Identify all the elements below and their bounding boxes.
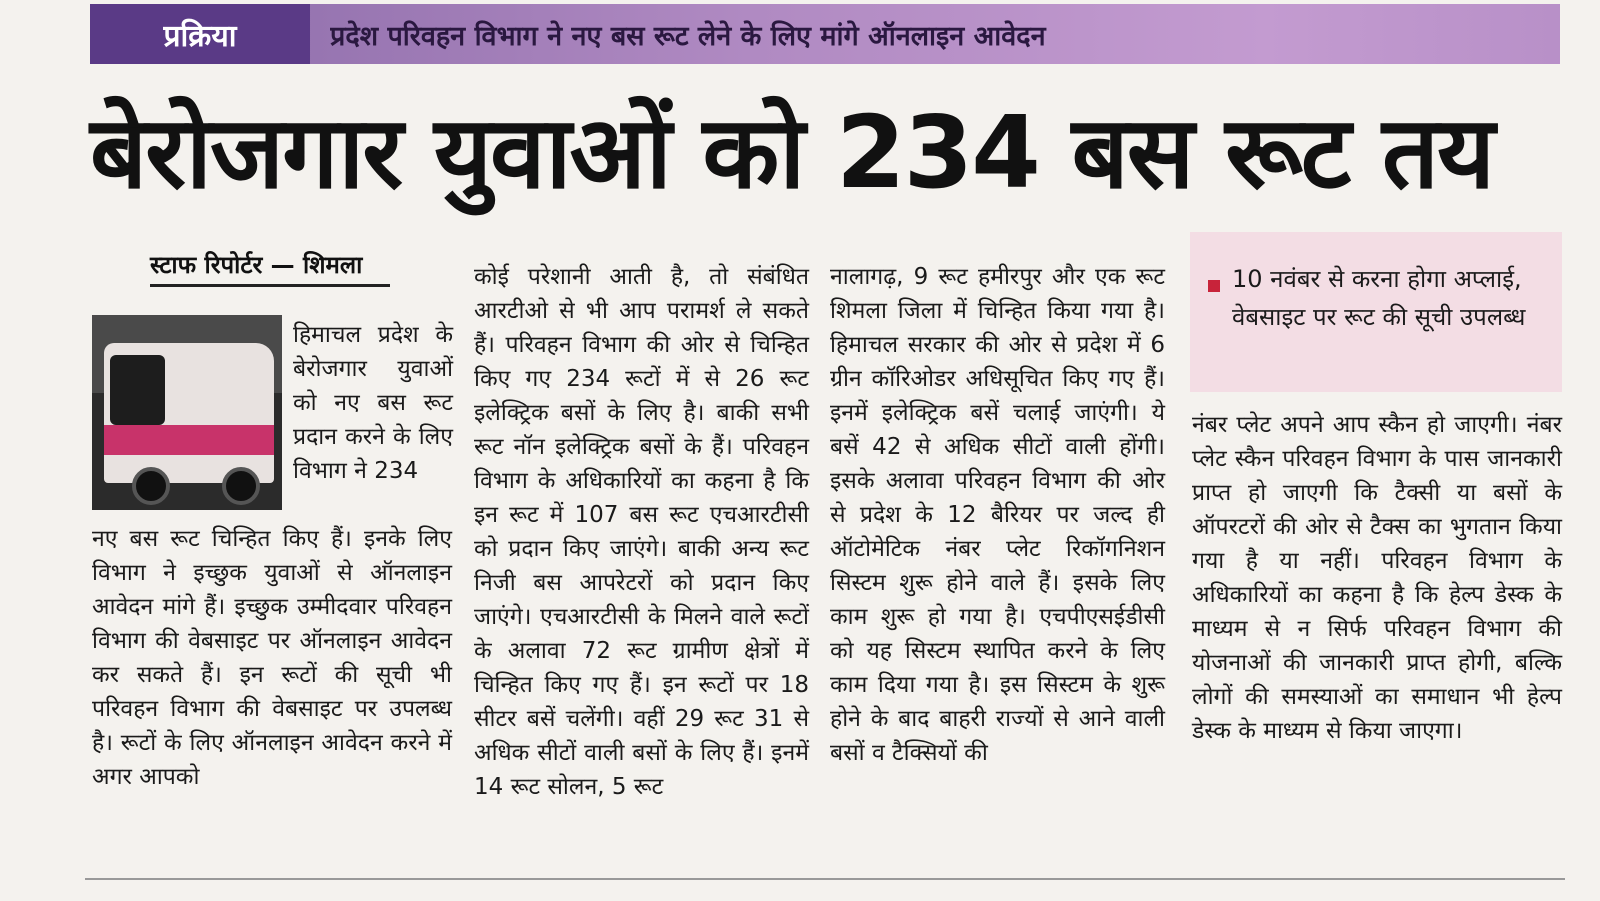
headline: बेरोजगार युवाओं को 234 बस रूट तय xyxy=(90,94,1494,211)
column-3-text: नालागढ़, 9 रूट हमीरपुर और एक रूट शिमला जिला में चिन्हित किया गया है। हिमाचल सरकार की ओर से प्रदेश में 6 ग्रीन कॉरिओडर अधिसूचित किए गए हैं। इनमें इलेक्ट्रिक बसें चलाई जाएंगी। ये बसें 42 से अधिक सीटों वाली होंगी। इसके अलावा परिवहन विभाग की ओर से प्रदेश के 12 बैरियर पर जल्द ही ऑटोमेटिक नंबर प्लेट रिकॉगनिशन सिस्टम शुरू होने वाले हैं। इसके लिए काम शुरू हो गया है। एचपीएसईडीसी को यह सिस्टम स्थापित करने के लिए काम दिया गया है। इस सिस्टम के शुरू होने के बाद बाहरी राज्यों से आने वाली बसों व टैक्सियों की xyxy=(830,264,1165,766)
highlight-box xyxy=(1190,232,1562,392)
bus-front-wheel xyxy=(132,467,170,505)
subheadline: प्रदेश परिवहन विभाग ने नए बस रूट लेने के लिए मांगे ऑनलाइन आवेदन xyxy=(330,20,1046,52)
column-4 xyxy=(1192,408,1562,748)
bus-photo xyxy=(92,315,282,510)
byline-underline xyxy=(150,284,390,287)
bullet-square-icon xyxy=(1208,280,1220,292)
column-1-text: नए बस रूट चिन्हित किए हैं। इनके लिए विभाग ने इच्छुक युवाओं से ऑनलाइन आवेदन मांगे हैं। इच्छुक उम्मीदवार परिवहन विभाग की वेबसाइट पर ऑनलाइन आवेदन कर सकते हैं। इन रूटों की सूची भी परिवहन विभाग की वेबसाइट पर उपलब्ध है। रूटों के लिए ऑनलाइन आवेदन करने में अगर आपको xyxy=(92,526,452,790)
column-2 xyxy=(474,260,809,804)
kicker-band xyxy=(90,4,1560,64)
column-4-text: नंबर प्लेट अपने आप स्कैन हो जाएगी। नंबर प्लेट स्कैन परिवहन विभाग के पास जानकारी प्राप्त हो जाएगी कि टैक्सी या बसों के ऑपरटरों की ओर से टैक्स का भुगतान किया गया है या नहीं। परिवहन विभाग के अधिकारियों का कहना है कि हेल्प डेस्क के माध्यम से न सिर्फ परिवहन विभाग की योजनाओं की जानकारी प्राप्त होगी, बल्कि लोगों की समस्याओं का समाधान भी हेल्प डेस्क के माध्यम से किया जाएगा। xyxy=(1192,412,1562,744)
byline: स्टाफ रिपोर्टर — शिमला xyxy=(150,251,363,279)
bus-rear-wheel xyxy=(222,467,260,505)
bus-windshield xyxy=(110,355,165,425)
column-1-wrap xyxy=(293,318,453,488)
section-kicker: प्रक्रिया xyxy=(90,4,310,64)
highlight-text: 10 नवंबर से करना होगा अप्लाई, वेबसाइट पर रूट की सूची उपलब्ध xyxy=(1232,265,1526,331)
column-1-wrap-text: हिमाचल प्रदेश के बेरोजगार युवाओं को नए बस रूट प्रदान करने के लिए विभाग ने 234 xyxy=(293,322,453,484)
column-3 xyxy=(830,260,1165,770)
column-2-text: कोई परेशानी आती है, तो संबंधित आरटीओ से भी आप परामर्श ले सकते हैं। परिवहन विभाग की ओर से चिन्हित किए गए 234 रूटों में से 26 रूट इलेक्ट्रिक बसों के लिए है। बाकी सभी रूट नॉन इलेक्ट्रिक बसों के हैं। परिवहन विभाग के अधिकारियों का कहना है कि इन रूट में 107 बस रूट एचआरटीसी को प्रदान किए जाएंगे। बाकी अन्य रूट निजी बस आपरेटरों को प्रदान किए जाएंगे। एचआरटीसी के मिलने वाले रूटों के अलावा 72 रूट ग्रामीण क्षेत्रों में चिन्हित किए गए हैं। इन रूटों पर 18 सीटर बसें चलेंगी। वहीं 29 रूट 31 से अधिक सीटों वाली बसों के लिए हैं। इनमें 14 रूट सोलन, 5 रूट xyxy=(474,264,809,800)
bottom-divider xyxy=(85,878,1565,880)
column-1 xyxy=(92,522,452,794)
bus-stripe xyxy=(104,425,274,455)
